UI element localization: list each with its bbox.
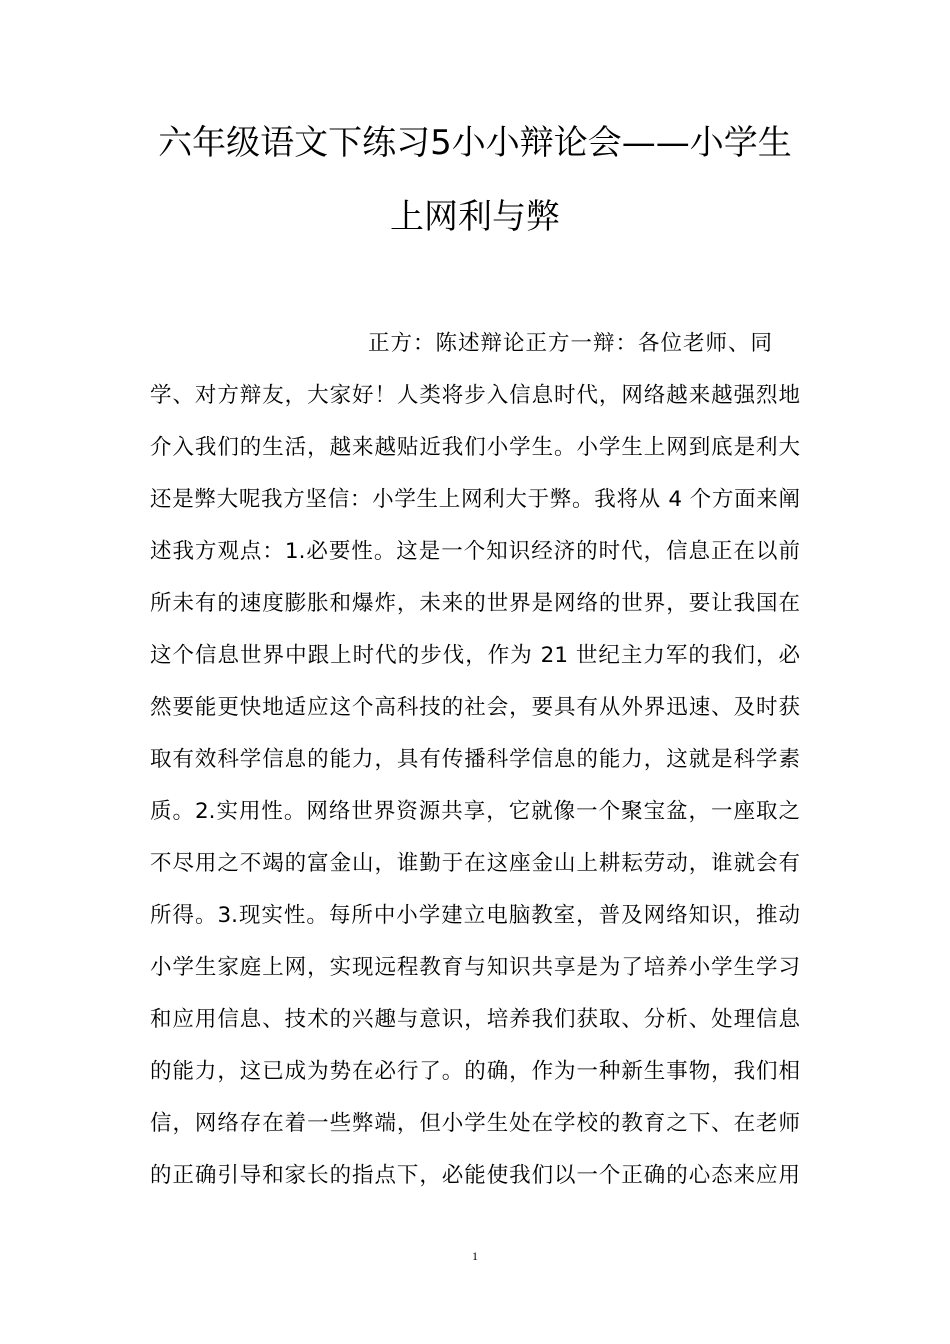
body-line: 信，网络存在着一些弊端，但小学生处在学校的教育之下、在老师	[150, 1111, 800, 1136]
document-title-line-2: 上网利与弊	[390, 197, 560, 237]
body-line: 和应用信息、技术的兴趣与意识，培养我们获取、分析、处理信息	[150, 1007, 800, 1032]
body-line: 还是弊大呢我方坚信：小学生上网利大于弊。我将从 4 个方面来阐	[150, 487, 800, 512]
body-line: 质。2.实用性。网络世界资源共享，它就像一个聚宝盆，一座取之	[150, 799, 800, 824]
body-line: 这个信息世界中跟上时代的步伐，作为 21 世纪主力军的我们，必	[150, 643, 800, 668]
body-line: 取有效科学信息的能力，具有传播科学信息的能力，这就是科学素	[150, 747, 800, 772]
page-number: 1	[472, 1249, 478, 1263]
body-line: 所得。3.现实性。每所中小学建立电脑教室，普及网络知识，推动	[150, 903, 800, 928]
body-line: 然要能更快地适应这个高科技的社会，要具有从外界迅速、及时获	[150, 695, 800, 720]
body-line: 的正确引导和家长的指点下，必能使我们以一个正确的心态来应用	[150, 1163, 800, 1188]
body-line: 所未有的速度膨胀和爆炸，未来的世界是网络的世界，要让我国在	[150, 591, 800, 616]
body-line: 不尽用之不竭的富金山，谁勤于在这座金山上耕耘劳动，谁就会有	[150, 851, 800, 876]
body-line: 述我方观点：1.必要性。这是一个知识经济的时代，信息正在以前	[150, 539, 800, 564]
body-line: 介入我们的生活，越来越贴近我们小学生。小学生上网到底是利大	[150, 435, 800, 460]
body-line: 学、对方辩友，大家好！人类将步入信息时代，网络越来越强烈地	[150, 383, 800, 408]
body-line: 小学生家庭上网，实现远程教育与知识共享是为了培养小学生学习	[150, 955, 800, 980]
document-body	[150, 324, 800, 1208]
document-title-line-1: 六年级语文下练习5小小辩论会——小学生	[158, 123, 792, 163]
body-line: 的能力，这已成为势在必行了。的确，作为一种新生事物，我们相	[150, 1059, 800, 1084]
body-line: 正方：陈述辩论正方一辩：各位老师、同	[368, 331, 774, 356]
